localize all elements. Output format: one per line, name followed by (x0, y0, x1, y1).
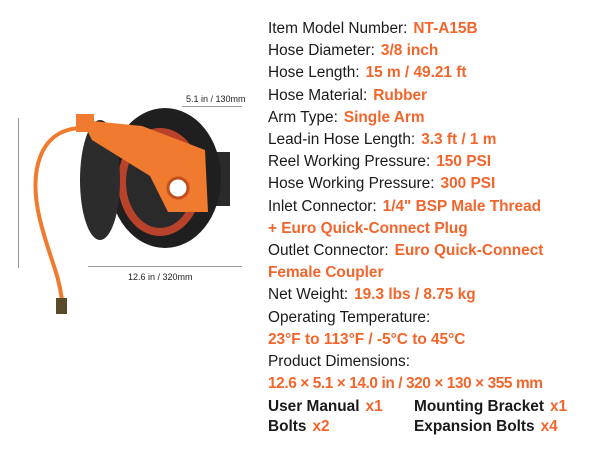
outlet-row (268, 240, 598, 262)
spec-value: 15 m / 49.21 ft (365, 64, 467, 82)
spec-row (268, 62, 598, 84)
weight-value: 19.3 lbs / 8.75 kg (354, 286, 476, 304)
outlet-row-continued (268, 262, 598, 284)
inlet-row (268, 196, 598, 218)
spec-label: Reel Working Pressure: (268, 153, 431, 171)
spec-row (268, 107, 598, 129)
spec-label: Hose Length: (268, 64, 360, 82)
temp-row (268, 307, 598, 329)
hose (36, 128, 80, 300)
spec-value: Single Arm (343, 108, 425, 126)
outlet-value-line1: Euro Quick-Connect (394, 242, 544, 260)
spec-value: 3.3 ft / 1 m (421, 131, 497, 149)
spec-list (268, 18, 598, 436)
accessory-item: Mounting Bracket x1 (414, 398, 568, 416)
spec-value: NT-A15B (413, 20, 478, 37)
inlet-value-line1: 1/4" BSP Male Thread (382, 197, 542, 215)
dims-label: Product Dimensions: (268, 353, 410, 371)
arm-guide (76, 114, 94, 132)
spec-value: 150 PSI (436, 153, 491, 171)
hose-reel-illustration (0, 0, 262, 450)
spec-label: Hose Material: (268, 86, 368, 104)
spec-row (268, 40, 598, 62)
outlet-label: Outlet Connector: (268, 242, 389, 260)
accessory-item: User Manual x1 (268, 398, 383, 416)
spec-value: 3/8 inch (380, 42, 439, 60)
hose-coupler (56, 298, 67, 314)
spec-label: Hose Diameter: (268, 42, 375, 60)
weight-row (268, 284, 598, 306)
reel-hub (168, 178, 188, 198)
inlet-value-line2: + Euro Quick-Connect Plug (268, 219, 468, 237)
accessory-item: Bolts x2 (268, 417, 330, 435)
dims-row (268, 351, 598, 373)
spec-label: Lead-in Hose Length: (268, 131, 416, 149)
spec-value: Rubber (373, 86, 428, 104)
inlet-row-continued (268, 218, 598, 240)
spec-row (268, 173, 598, 195)
inlet-label: Inlet Connector: (268, 197, 377, 215)
spec-label: Hose Working Pressure: (268, 175, 435, 193)
spec-row (268, 85, 598, 107)
spec-row (268, 129, 598, 151)
spec-label: Item Model Number: (268, 20, 408, 37)
width-dimension-label: 12.6 in / 320mm (128, 272, 193, 282)
temp-label: Operating Temperature: (268, 308, 431, 326)
temp-value: 23°F to 113°F / -5°C to 45°C (268, 330, 466, 348)
spec-label: Arm Type: (268, 108, 338, 126)
accessory-item: Expansion Bolts x4 (414, 417, 558, 435)
spec-row (268, 151, 598, 173)
product-figure (0, 0, 262, 450)
temp-value-row (268, 329, 598, 351)
depth-dimension-label: 5.1 in / 130mm (186, 94, 246, 104)
dims-value: 12.6 × 5.1 × 14.0 in / 320 × 130 × 355 mm (268, 375, 543, 393)
weight-label: Net Weight: (268, 286, 349, 304)
outlet-value-line2: Female Coupler (268, 264, 384, 282)
spec-value: 300 PSI (440, 175, 496, 193)
spec-row (268, 18, 598, 40)
dims-value-row (268, 373, 598, 395)
accessories-list (268, 397, 598, 436)
